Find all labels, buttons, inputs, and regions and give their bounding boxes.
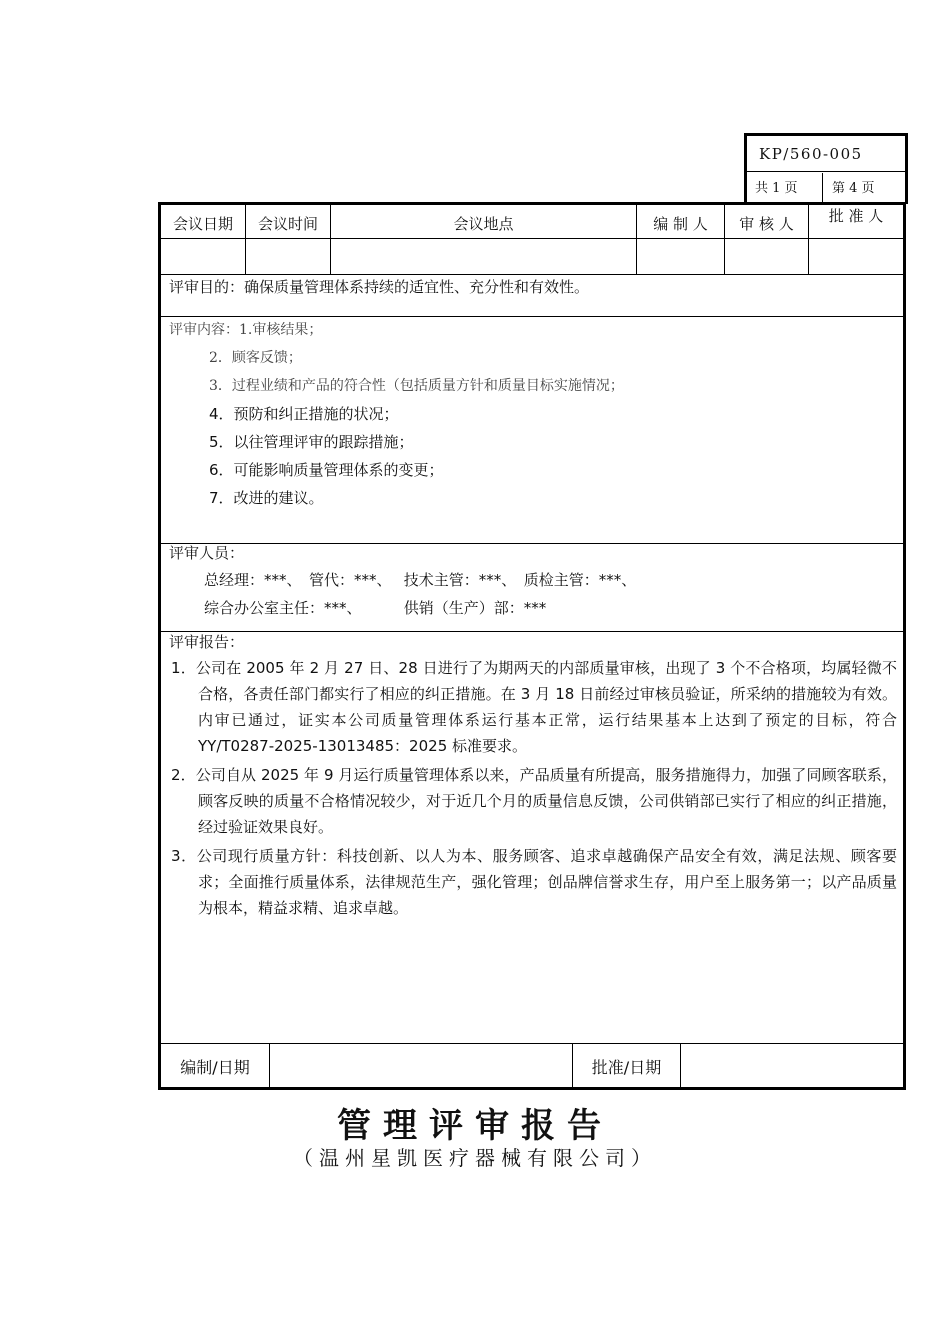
- report-body: [169, 655, 897, 924]
- report-item: 1．公司在 2005 年 2 月 27 日、28 日进行了为期两天的内部质量审核，出现了 3 个不合格项，均属轻微不合格，各责任部门都实行了相应的纠正措施。在 3 月 18 日前经过审核员验证，所采纳的措施较为有效。内审已通过，证实本公司质量管理体系运行基本正常，运行结果基本上达到了预定的目标，符合 YY/T0287-2025-13013485：2025 标准要求。: [171, 659, 897, 755]
- review-content-section: [169, 316, 322, 344]
- document-number: KP/560-005: [747, 136, 905, 172]
- review-content-list: [209, 344, 624, 512]
- header-reviewed-by: 审 核 人: [739, 215, 794, 233]
- page-current: 第 4 页: [832, 181, 875, 196]
- approved-date-label: 批准/日期: [591, 1058, 662, 1077]
- review-purpose: 评审目的：确保质量管理体系持续的适宜性、充分性和有效性。: [169, 278, 590, 296]
- divider: [161, 1043, 903, 1044]
- reviewers-label: 评审人员：: [169, 544, 245, 562]
- header-approved-by: 批 准 人: [828, 207, 884, 225]
- report-label: 评审报告：: [169, 633, 245, 651]
- header-meeting-place: 会议地点: [453, 215, 514, 233]
- report-item: 2．公司自从 2025 年 9 月运行质量管理体系以来，产品质量有所提高，服务措施得力，加强了同顾客联系，顾客反映的质量不合格情况较少，对于近几个月的质量信息反馈，公司供销部已实行了相应的纠正措施，经过验证效果良好。: [171, 766, 897, 836]
- review-content-item: 2．顾客反馈；: [209, 350, 302, 366]
- reviewers-line-2: 综合办公室主任：***、 供销（生产）部：***: [204, 599, 547, 617]
- prepared-date-label: 编制/日期: [180, 1058, 250, 1077]
- divider: [269, 1043, 270, 1087]
- report-item: 3．公司现行质量方针：科技创新、以人为本、服务顾客、追求卓越确保产品安全有效，满足法规、顾客要求；全面推行质量体系，法律规范生产，强化管理；创品牌信誉求生存，用户至上服务第一；以产品质量为根本，精益求精、追求卓越。: [171, 847, 897, 917]
- review-content-item: 4．预防和纠正措施的状况；: [209, 405, 399, 423]
- divider: [161, 238, 903, 239]
- header-meeting-date: 会议日期: [172, 215, 233, 233]
- review-content-item: 5．以往管理评审的跟踪措施；: [209, 433, 414, 451]
- divider: [161, 543, 903, 544]
- review-content-item: 1.审核结果；: [239, 322, 323, 338]
- reviewers-line-1: 总经理：***、 管代：***、 技术主管：***、 质检主管：***、: [204, 571, 637, 589]
- header-meeting-time: 会议时间: [257, 215, 318, 233]
- divider: [161, 631, 903, 632]
- report-title: 管理评审报告: [337, 1106, 613, 1146]
- review-content-item: 3．过程业绩和产品的符合性（包括质量方针和质量目标实施情况；: [209, 378, 624, 394]
- review-content-item: 6．可能影响质量管理体系的变更；: [209, 461, 444, 479]
- pages-total: 共 1 页: [747, 173, 823, 204]
- review-content-label: 评审内容：: [169, 322, 239, 338]
- review-form: [158, 202, 906, 1090]
- review-content-item: 7．改进的建议。: [209, 489, 324, 507]
- divider: [680, 1043, 681, 1087]
- header-prepared-by: 编 制 人: [653, 215, 708, 233]
- company-subtitle: （温州星凯医疗器械有限公司）: [293, 1146, 657, 1170]
- document-number-box: [744, 133, 908, 204]
- divider: [245, 239, 246, 274]
